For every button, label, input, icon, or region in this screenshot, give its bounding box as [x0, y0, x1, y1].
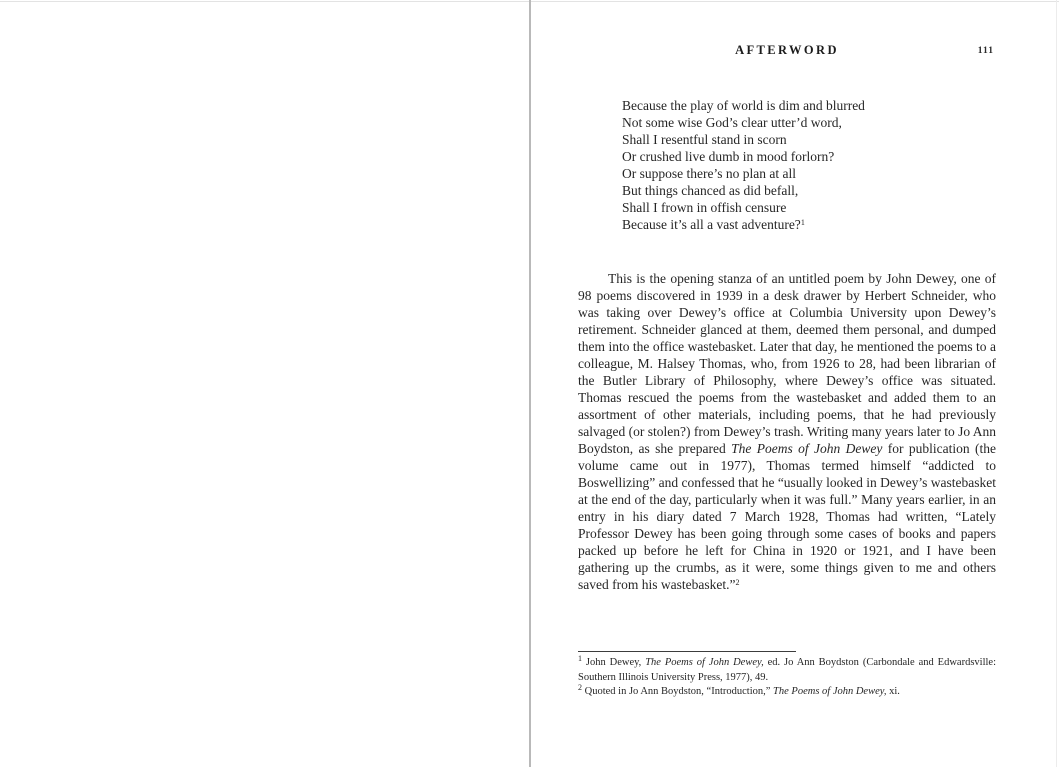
poem-line: Because it’s all a vast adventure?$^1$: [622, 217, 805, 232]
italic-text-run: The Poems of John Dewey,: [773, 686, 887, 697]
italic-text-run: The Poems of John Dewey: [731, 441, 883, 456]
footnote-reference: 2: [578, 683, 582, 692]
poem-line: But things chanced as did befall,: [622, 183, 799, 198]
page-gutter-divider: [529, 0, 531, 767]
text-run: ed. Jo Ann Boydston (Carbondale and Edwardsville: Southern Illinois University Press, 1977), 49.: [578, 657, 996, 683]
text-run: John Dewey,: [582, 657, 646, 668]
left-page-blank: [0, 0, 529, 767]
page-right-edge: [1056, 0, 1057, 767]
poem-line: Or crushed live dumb in mood forlorn?: [622, 149, 835, 164]
text-run: xi.: [886, 686, 900, 697]
right-page: [578, 0, 996, 767]
afterword-paragraph: [578, 270, 996, 595]
footnote-rule: [578, 651, 796, 652]
poem-stanza: [622, 97, 865, 235]
text-run: This is the opening stanza of an untitled poem by John Dewey, one of 98 poems discovered in 1939 in a desk drawer by Herbert Schneider, who was taking over Dewey’s office at Columbia University upon Dewey’s retirement. Schneider glanced at them, deemed them personal, and dumped them into the office wastebasket. Later that day, he mentioned the poems to a colleague, M. Halsey Thomas, who, from 1926 to 28, had been librarian of the Butler Library of Philosophy, where Dewey’s office was situated. Thomas rescued the poems from the wastebasket and added them to an assortment of other materials, including poems, that he had previously salvaged (or stolen?) from Dewey’s trash. Writing many years later to Jo Ann Boydston, as she prepared: [578, 271, 996, 456]
poem-line: Or suppose there’s no plan at all: [622, 166, 796, 181]
text-run: for publication (the volume came out in 1977), Thomas termed himself “addicted to Boswellizing” and confessed that he “usually looked in Dewey’s wastebasket at the end of the day, particularly when it was full.” Many years earlier, in an entry in his diary dated 7 March 1928, Thomas had written, “Lately Professor Dewey has been going through some cases of books and papers packed up before he left for China in 1920 or 1921, and I have been gathering up the crumbs, as it were, some things given to me and others saved from his wastebasket.”: [578, 441, 997, 592]
footnotes: [578, 656, 996, 700]
running-head-row: [578, 43, 996, 58]
poem-line: Not some wise God’s clear utter’d word,: [622, 115, 842, 130]
poem-line: Shall I resentful stand in scorn: [622, 132, 787, 147]
italic-text-run: The Poems of John Dewey,: [645, 657, 764, 668]
page-number: 111: [977, 46, 994, 56]
footnote: [578, 656, 996, 685]
footnote: [578, 685, 996, 700]
poem-line: Because the play of world is dim and blurred: [622, 98, 865, 113]
text-run: Quoted in Jo Ann Boydston, “Introduction,”: [582, 686, 774, 697]
poem-line: Shall I frown in offish censure: [622, 200, 787, 215]
running-head-title: AFTERWORD: [735, 43, 839, 57]
footnote-reference: 1: [800, 218, 805, 227]
footnote-reference: 1: [578, 654, 582, 663]
footnote-reference: 2: [735, 578, 740, 587]
